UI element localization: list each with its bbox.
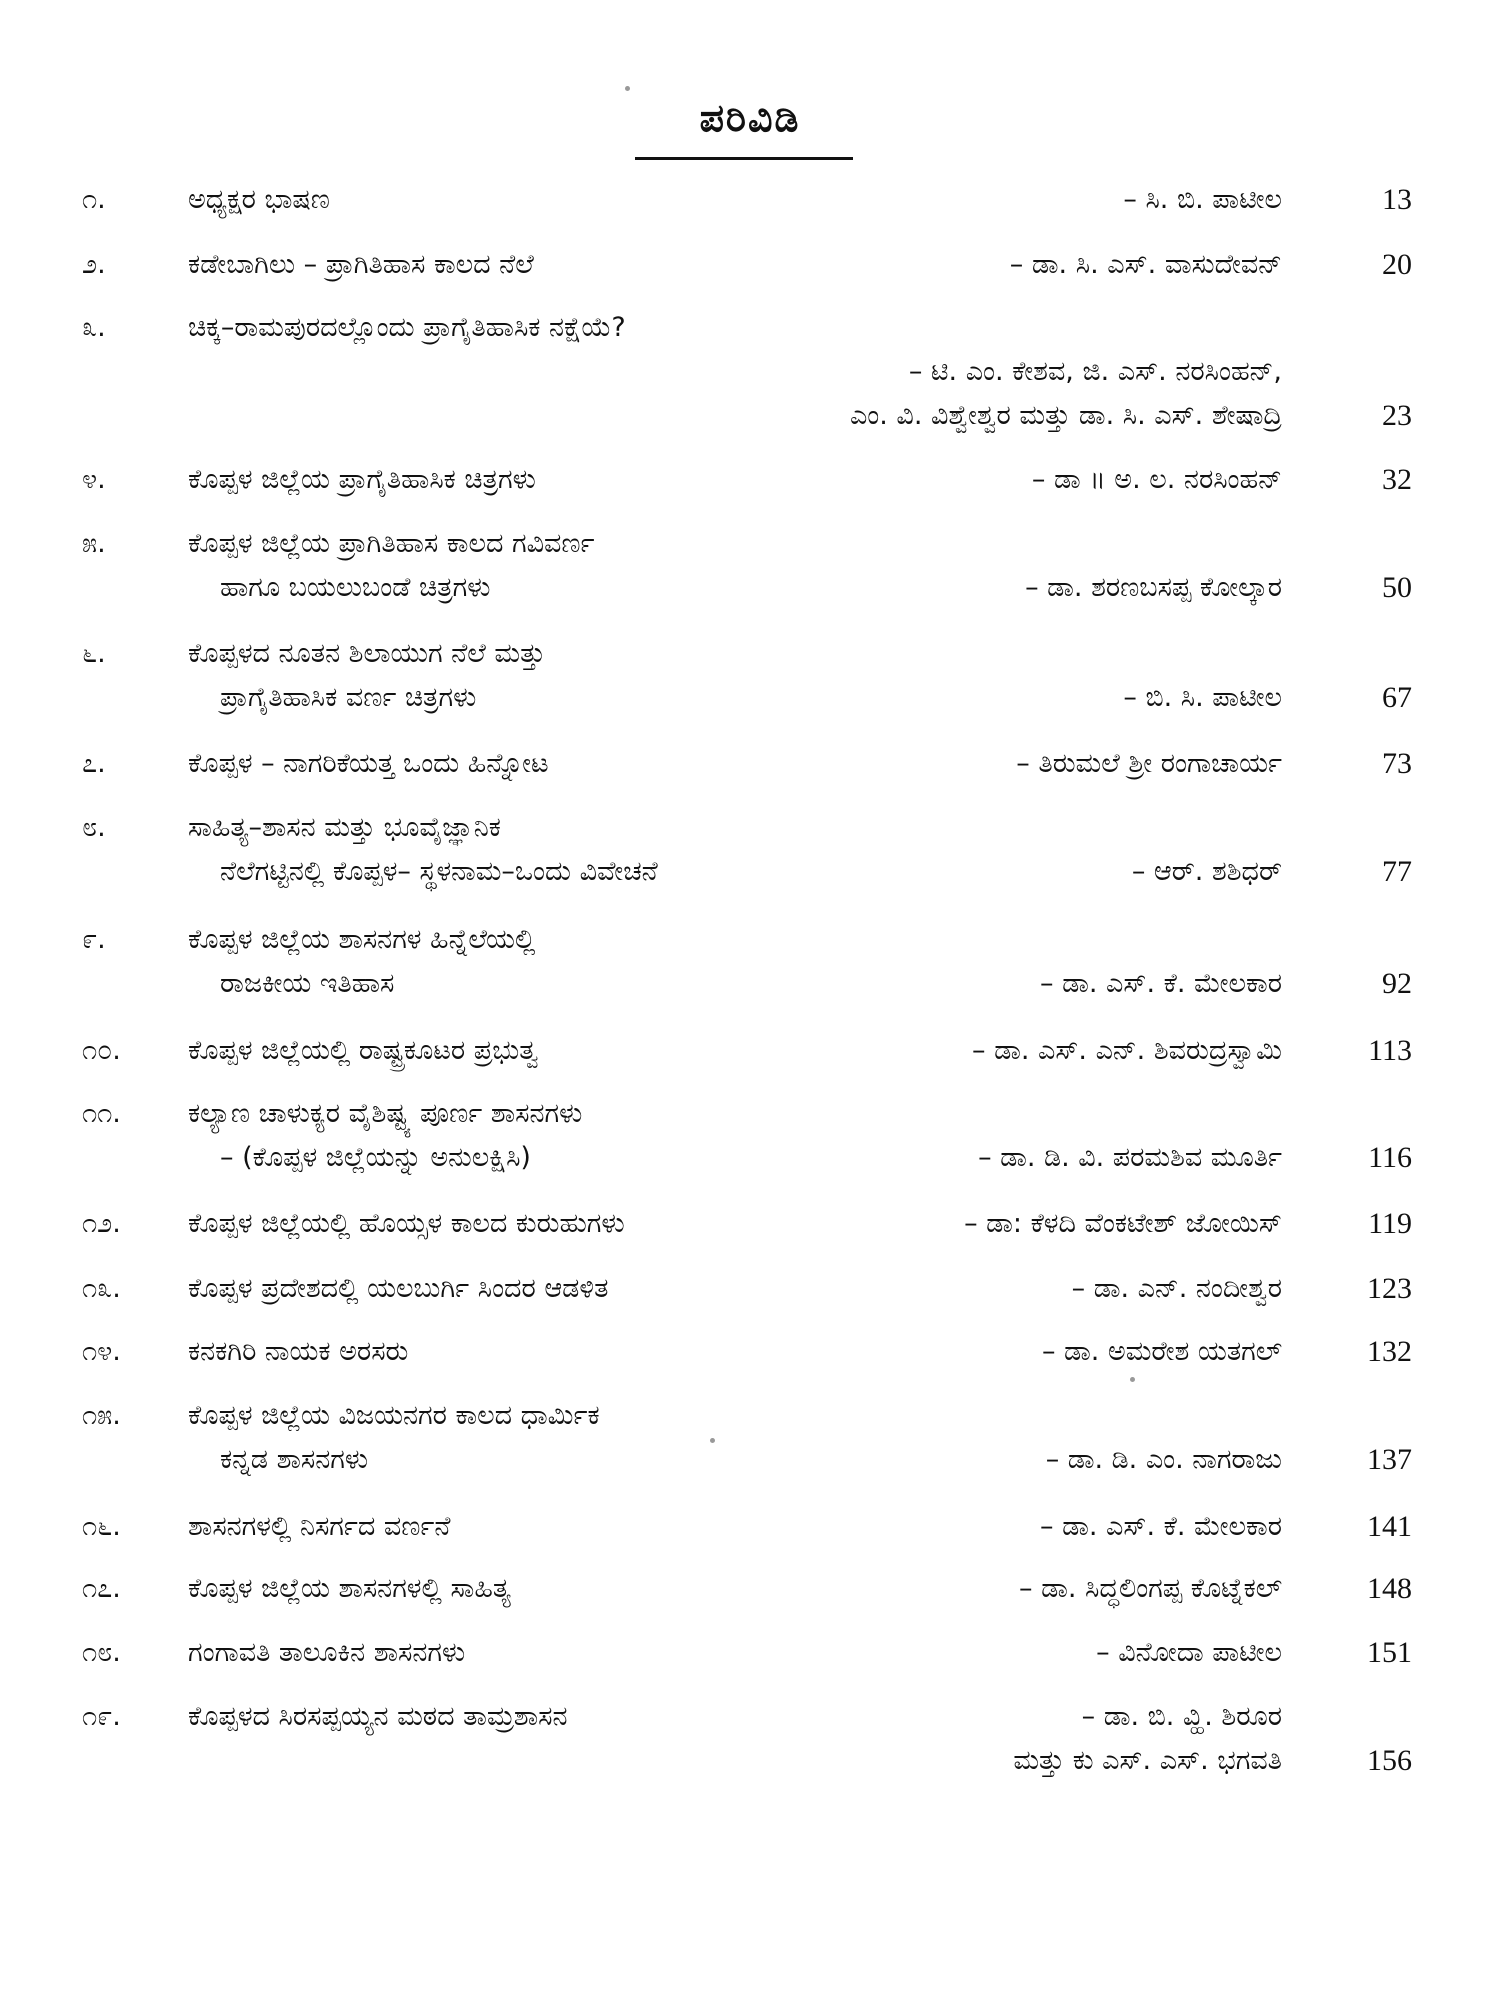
entry-page-number: 141 (1367, 1510, 1412, 1543)
entry-page-number: 50 (1382, 571, 1412, 604)
entry-page-number: 123 (1367, 1272, 1412, 1305)
entry-page-number: 23 (1382, 399, 1412, 432)
entry-title-line: ರಾಜಕೀಯ ಇತಿಹಾಸ (220, 968, 395, 999)
entry-number: ೧೭. (82, 1573, 121, 1604)
print-speck (625, 86, 630, 91)
entry-page-number: 148 (1367, 1572, 1412, 1605)
entry-author: – ತಿರುಮಲೆ ಶ್ರೀ ರಂಗಾಚಾರ್ಯ (1016, 748, 1282, 779)
entry-title-line: ಚಿಕ್ಕ–ರಾಮಪುರದಲ್ಲೊಂದು ಪ್ರಾಗೈತಿಹಾಸಿಕ ನಕ್ಷೆಯೆ? (188, 312, 626, 343)
entry-number: ೧೬. (82, 1511, 121, 1542)
entry-author: – ಡಾ. ಎನ್. ನಂದೀಶ್ವರ (1071, 1273, 1282, 1304)
entry-title-line: ಕೊಪ್ಪಳ ಜಿಲ್ಲೆಯ ಪ್ರಾಗೈತಿಹಾಸಿಕ ಚಿತ್ರಗಳು (188, 464, 536, 495)
entry-author: – ಡಾ. ಎಸ್. ಎನ್. ಶಿವರುದ್ರಸ್ವಾಮಿ (972, 1035, 1282, 1066)
entry-title-line: ಕೊಪ್ಪಳದ ನೂತನ ಶಿಲಾಯುಗ ನೆಲೆ ಮತ್ತು (188, 638, 546, 669)
entry-author: – ಡಾ. ಶರಣಬಸಪ್ಪ ಕೋಲ್ಕಾರ (1025, 572, 1282, 603)
entry-number: ೮. (82, 812, 106, 843)
entry-author: – ಡಾ. ಸಿ. ಎಸ್. ವಾಸುದೇವನ್ (1009, 249, 1282, 280)
entry-author: – ವಿನೋದಾ ಪಾಟೀಲ (1096, 1637, 1282, 1668)
entry-page-number: 137 (1367, 1443, 1412, 1476)
entry-number: ೧೯. (82, 1701, 121, 1732)
entry-author: – ಬಿ. ಸಿ. ಪಾಟೀಲ (1123, 682, 1282, 713)
entry-number: ೧. (82, 184, 106, 215)
entry-title-line: ಕೊಪ್ಪಳ ಜಿಲ್ಲೆಯ ಪ್ರಾಗಿತಿಹಾಸ ಕಾಲದ ಗವಿವರ್ಣ (188, 528, 595, 559)
entry-page-number: 13 (1382, 183, 1412, 216)
entry-title-line: ಅಧ್ಯಕ್ಷರ ಭಾಷಣ (188, 184, 330, 215)
entry-page-number: 132 (1367, 1335, 1412, 1368)
entry-author: ಎಂ. ವಿ. ವಿಶ್ವೇಶ್ವರ ಮತ್ತು ಡಾ. ಸಿ. ಎಸ್. ಶೇಷಾದ್ರಿ (849, 400, 1282, 431)
entry-title-line: ಕೊಪ್ಪಳ ಜಿಲ್ಲೆಯ ವಿಜಯನಗರ ಕಾಲದ ಧಾರ್ಮಿಕ (188, 1400, 600, 1431)
print-speck (710, 1438, 715, 1443)
entry-title-line: ಕನಕಗಿರಿ ನಾಯಕ ಅರಸರು (188, 1336, 409, 1367)
entry-number: ೪. (82, 464, 106, 495)
entry-title-line: ಕಲ್ಯಾಣ ಚಾಳುಕ್ಯರ ವೈಶಿಷ್ಟ್ಯ ಪೂರ್ಣ ಶಾಸನಗಳು (188, 1098, 583, 1129)
entry-author: – ಡಾ. ಎಸ್. ಕೆ. ಮೇಲಕಾರ (1040, 968, 1282, 999)
entry-page-number: 77 (1382, 855, 1412, 888)
entry-author: ಮತ್ತು ಕು ಎಸ್. ಎಸ್. ಭಗವತಿ (1013, 1745, 1282, 1776)
entry-number: ೧೮. (82, 1637, 121, 1668)
entry-author: – ಡಾ. ಡಿ. ಎಂ. ನಾಗರಾಜು (1045, 1444, 1282, 1475)
entry-title-line: ಸಾಹಿತ್ಯ–ಶಾಸನ ಮತ್ತು ಭೂವೈಜ್ಞಾನಿಕ (188, 812, 501, 843)
entry-author: – ಡಾ: ಕೆಳದಿ ವೆಂಕಟೇಶ್ ಜೋಯಿಸ್ (964, 1208, 1282, 1239)
entry-number: ೧೩. (82, 1273, 121, 1304)
entry-title-line: ಕಡೇಬಾಗಿಲು – ಪ್ರಾಗಿತಿಹಾಸ ಕಾಲದ ನೆಲೆ (188, 249, 534, 280)
entry-author: – ಡಾ ॥ ಅ. ಲ. ನರಸಿಂಹನ್ (1031, 464, 1282, 495)
entry-author: – ಡಾ. ಡಿ. ವಿ. ಪರಮಶಿವ ಮೂರ್ತಿ (978, 1142, 1282, 1173)
entry-page-number: 67 (1382, 681, 1412, 714)
entry-number: ೧೦. (82, 1035, 121, 1066)
entry-author: – ಟಿ. ಎಂ. ಕೇಶವ, ಜಿ. ಎಸ್. ನರಸಿಂಹನ್, (908, 356, 1282, 387)
entry-title-line: ಕೊಪ್ಪಳ – ನಾಗರಿಕೆಯತ್ತ ಒಂದು ಹಿನ್ನೋಟ (188, 748, 549, 779)
entry-number: ೨. (82, 249, 106, 280)
entry-number: ೧೫. (82, 1400, 121, 1431)
entry-page-number: 151 (1367, 1636, 1412, 1669)
entry-title-line: ಕೊಪ್ಪಳದ ಸಿರಸಪ್ಪಯ್ಯನ ಮಠದ ತಾಮ್ರಶಾಸನ (188, 1701, 568, 1732)
entry-title-line: ಗಂಗಾವತಿ ತಾಲೂಕಿನ ಶಾಸನಗಳು (188, 1637, 466, 1668)
entry-title-line: ಕೊಪ್ಪಳ ಜಿಲ್ಲೆಯ ಶಾಸನಗಳಲ್ಲಿ ಸಾಹಿತ್ಯ (188, 1573, 511, 1604)
entry-number: ೬. (82, 638, 106, 669)
entry-page-number: 73 (1382, 747, 1412, 780)
entry-title-line: ನೆಲೆಗಟ್ಟಿನಲ್ಲಿ ಕೊಪ್ಪಳ– ಸ್ಥಳನಾಮ–ಒಂದು ವಿವೇಚನೆ (220, 856, 658, 887)
entry-title-line: ಕೊಪ್ಪಳ ಜಿಲ್ಲೆಯಲ್ಲಿ ಹೊಯ್ಸಳ ಕಾಲದ ಕುರುಹುಗಳು (188, 1208, 625, 1239)
entry-page-number: 119 (1368, 1207, 1412, 1240)
entry-author: – ಡಾ. ಎಸ್. ಕೆ. ಮೇಲಕಾರ (1040, 1511, 1282, 1542)
entry-author: – ಡಾ. ಅಮರೇಶ ಯತಗಲ್ (1041, 1336, 1282, 1367)
entry-page-number: 32 (1382, 463, 1412, 496)
entry-page-number: 156 (1367, 1744, 1412, 1777)
entry-title-line: ಕೊಪ್ಪಳ ಪ್ರದೇಶದಲ್ಲಿ ಯಲಬುರ್ಗಿ ಸಿಂದರ ಆಡಳಿತ (188, 1273, 609, 1304)
entry-title-line: ಪ್ರಾಗೈತಿಹಾಸಿಕ ವರ್ಣ ಚಿತ್ರಗಳು (220, 682, 477, 713)
entry-number: ೯. (82, 924, 106, 955)
entry-author: – ಡಾ. ಸಿದ್ಧಲಿಂಗಪ್ಪ ಕೊಟ್ನೆಕಲ್ (1019, 1573, 1282, 1604)
entry-title-line: ಕೊಪ್ಪಳ ಜಿಲ್ಲೆಯ ಶಾಸನಗಳ ಹಿನ್ನೆಲೆಯಲ್ಲಿ (188, 924, 536, 955)
entry-author: – ಸಿ. ಬಿ. ಪಾಟೀಲ (1123, 184, 1282, 215)
entry-number: ೩. (82, 312, 106, 343)
entry-page-number: 113 (1368, 1034, 1412, 1067)
entry-title-line: ಕನ್ನಡ ಶಾಸನಗಳು (220, 1444, 369, 1475)
title-underline (635, 157, 853, 160)
entry-title-line: – (ಕೊಪ್ಪಳ ಜಿಲ್ಲೆಯನ್ನು ಅನುಲಕ್ಷಿಸಿ) (220, 1142, 531, 1173)
entry-page-number: 116 (1368, 1141, 1412, 1174)
entry-number: ೧೨. (82, 1208, 121, 1239)
entry-number: ೧೧. (82, 1098, 121, 1129)
entry-title-line: ಕೊಪ್ಪಳ ಜಿಲ್ಲೆಯಲ್ಲಿ ರಾಷ್ಟ್ರಕೂಟರ ಪ್ರಭುತ್ವ (188, 1035, 539, 1066)
entry-number: ೭. (82, 748, 106, 779)
print-speck (1130, 1377, 1135, 1382)
entry-author: – ಡಾ. ಬಿ. ವ್ಹಿ. ಶಿರೂರ (1081, 1701, 1282, 1732)
entry-title-line: ಹಾಗೂ ಬಯಲುಬಂಡೆ ಚಿತ್ರಗಳು (220, 572, 491, 603)
entry-number: ೧೪. (82, 1336, 121, 1367)
page-title: ಪರಿವಿಡಿ (699, 96, 801, 140)
entry-author: – ಆರ್. ಶಶಿಧರ್ (1131, 856, 1282, 887)
entry-page-number: 92 (1382, 967, 1412, 1000)
entry-title-line: ಶಾಸನಗಳಲ್ಲಿ ನಿಸರ್ಗದ ವರ್ಣನೆ (188, 1511, 451, 1542)
entry-page-number: 20 (1382, 248, 1412, 281)
entry-number: ೫. (82, 528, 106, 559)
